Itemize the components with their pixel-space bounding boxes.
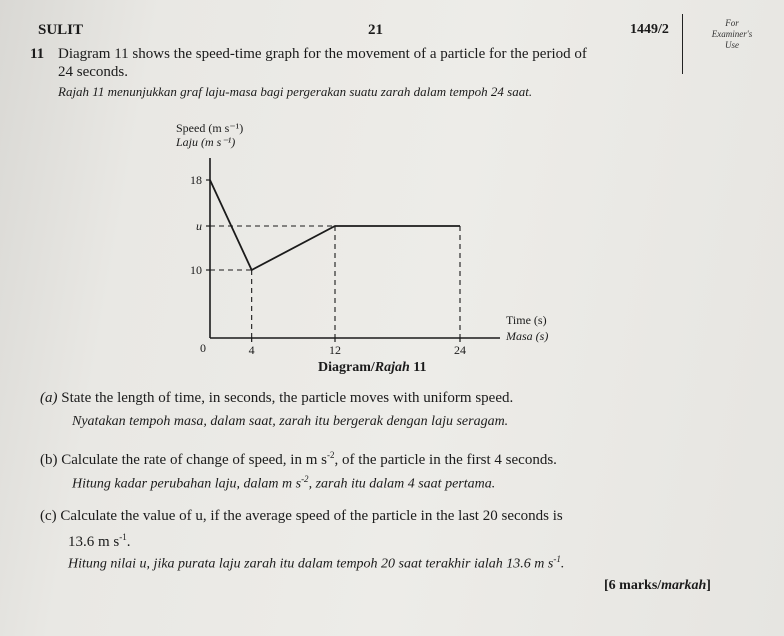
y-axis-label: Speed (m s⁻¹) xyxy=(176,121,244,135)
part-b-ms-exp: -2 xyxy=(301,474,309,484)
part-b-en-post: , of the particle in the first 4 seconds. xyxy=(334,452,557,468)
header-sulit: SULIT xyxy=(38,22,84,38)
part-b-en-pre: Calculate the rate of change of speed, in m s xyxy=(61,452,327,468)
part-c-line2 xyxy=(68,532,131,551)
part-c-en-line1: Calculate the value of u, if the average speed of the particle in the last 20 seconds is xyxy=(60,508,563,524)
caption-ms: Rajah xyxy=(374,360,410,375)
part-b-ms xyxy=(72,474,495,493)
marks-close: ] xyxy=(706,578,711,593)
examiner-line-1: For xyxy=(725,18,739,28)
y-tick-label: 10 xyxy=(190,263,202,277)
part-a-en: State the length of time, in seconds, the particle moves with uniform speed. xyxy=(61,390,514,406)
x-tick-label: 12 xyxy=(329,343,341,357)
examiner-line-2: Examiner's xyxy=(711,29,753,39)
part-c-ms-pre: Hitung nilai u, jika purata laju zarah itu dalam tempoh 20 saat terakhir ialah 13.6 m s xyxy=(68,556,554,572)
intro-en-line2: 24 seconds. xyxy=(58,64,128,80)
part-c-en-line2-pre: 13.6 m s xyxy=(68,534,120,550)
caption-en: Diagram/ xyxy=(318,360,375,375)
x-tick-label: 4 xyxy=(248,343,255,357)
part-b xyxy=(40,450,557,469)
x-axis-label-ms: Masa (s) xyxy=(506,329,549,343)
origin-label: 0 xyxy=(200,341,206,355)
question-number: 11 xyxy=(30,46,45,62)
part-b-ms-post: , zarah itu dalam 4 saat pertama. xyxy=(308,476,496,492)
part-c-ms-exp: -1 xyxy=(553,554,561,564)
diagram-caption xyxy=(318,360,427,376)
x-axis-label: Time (s) xyxy=(506,313,547,327)
intro-en-line1: Diagram 11 shows the speed-time graph for the movement of a particle for the period of xyxy=(58,46,587,62)
speed-time-graph xyxy=(150,118,570,358)
intro-ms: Rajah 11 menunjukkan graf laju-masa bagi pergerakan suatu zarah dalam tempoh 24 saat. xyxy=(58,84,533,99)
y-tick-label: u xyxy=(196,219,202,233)
part-c-label: (c) xyxy=(40,508,57,524)
part-c-en-line2-post: . xyxy=(126,534,131,550)
part-a xyxy=(40,390,513,407)
part-c-ms-post: . xyxy=(560,556,565,572)
caption-num: 11 xyxy=(409,360,427,375)
part-c-ms xyxy=(68,554,564,573)
marks-allocation xyxy=(604,578,711,594)
marks-open: [6 marks/ xyxy=(604,578,662,593)
examiner-line-3: Use xyxy=(725,40,739,50)
part-b-ms-pre: Hitung kadar perubahan laju, dalam m s xyxy=(72,476,302,492)
part-a-label: (a) xyxy=(40,390,58,406)
y-tick-label: 18 xyxy=(190,173,202,187)
part-b-label: (b) xyxy=(40,452,58,468)
part-a-ms: Nyatakan tempoh masa, dalam saat, zarah itu bergerak dengan laju seragam. xyxy=(72,414,509,429)
part-b-exp: -2 xyxy=(326,450,335,460)
marks-ms: markah xyxy=(661,578,707,593)
x-tick-label: 24 xyxy=(454,343,466,357)
examiner-box xyxy=(682,14,781,74)
part-c-exp: -1 xyxy=(119,532,127,542)
page-number: 21 xyxy=(368,22,383,38)
part-c xyxy=(40,508,563,525)
paper-code: 1449/2 xyxy=(630,22,669,37)
y-axis-label-ms: Laju (m s⁻¹) xyxy=(176,135,236,149)
